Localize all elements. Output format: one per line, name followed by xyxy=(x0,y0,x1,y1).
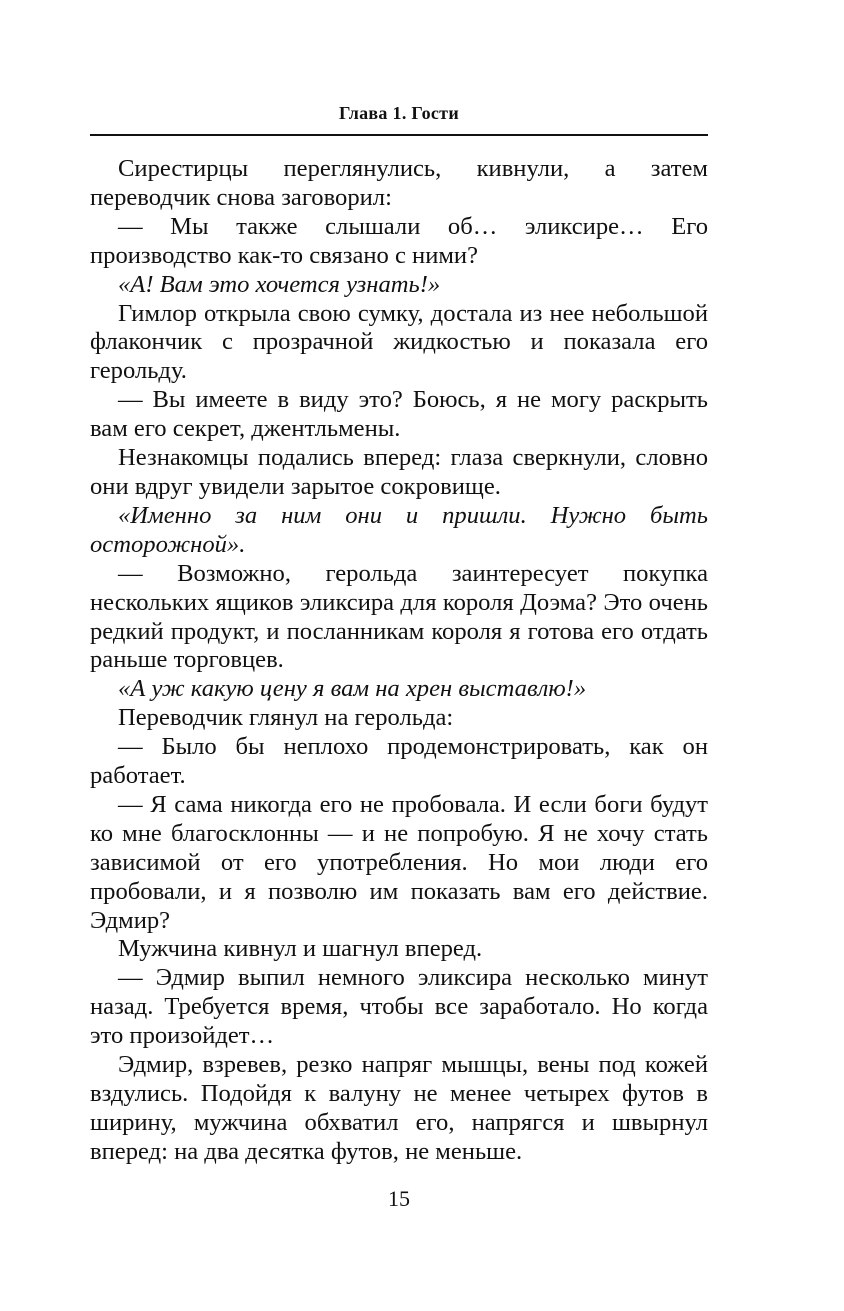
page-number: 15 xyxy=(388,1186,410,1211)
paragraph: Переводчик глянул на герольда: xyxy=(118,704,454,732)
paragraph: — Вы имеете в виду это? Боюсь, я не могу раскрыть вам его секрет, джентльмены. xyxy=(90,386,708,443)
paragraph: — Эдмир выпил немного эликсира несколько минут назад. Требуется время, чтобы все заработало. Но когда это произойдет… xyxy=(90,964,708,1050)
paragraph: Эдмир, взревев, резко напряг мышцы, вены под кожей вздулись. Подойдя к валуну не менее четырех футов в ширину, мужчина обхватил его, напрягся и швырнул вперед: на два десятка футов, не меньше. xyxy=(90,1051,708,1165)
paragraph: Незнакомцы подались вперед: глаза сверкнули, словно они вдруг увидели зарытое сокровище. xyxy=(90,444,708,500)
paragraph: Сирестирцы переглянулись, кивнули, а затем переводчик снова заговорил: xyxy=(90,155,708,211)
paragraph-thought: «Именно за ним они и пришли. Нужно быть осторожной». xyxy=(90,501,708,558)
paragraph: Гимлор открыла свою сумку, достала из нее небольшой флакончик с прозрачной жидкостью и показала его герольду. xyxy=(90,299,708,385)
paragraph-thought: «А уж какую цену я вам на хрен выставлю!» xyxy=(118,675,587,703)
paragraph: — Я сама никогда его не пробовала. И если боги будут ко мне благосклонны — и не попробую. Я не хочу стать зависимой от его употребления. Но мои люди его пробовали, и я позволю им показать вам его действие. Эдмир? xyxy=(90,790,708,934)
paragraph: — Было бы неплохо продемонстрировать, как он работает. xyxy=(90,733,708,790)
paragraph: — Мы также слышали об… эликсире… Его производство как-то связано с ними? xyxy=(90,212,708,269)
paragraph: Мужчина кивнул и шагнул вперед. xyxy=(118,935,483,963)
running-head: Глава 1. Гости xyxy=(338,103,459,123)
paragraph-thought: «А! Вам это хочется узнать!» xyxy=(118,270,441,298)
header-rule xyxy=(90,134,708,136)
paragraph: — Возможно, герольда заинтересует покупка нескольких ящиков эликсира для короля Доэма? Это очень редкий продукт, и посланникам короля я готова его отдать раньше торговцев. xyxy=(90,559,708,674)
body-text xyxy=(90,155,708,1167)
